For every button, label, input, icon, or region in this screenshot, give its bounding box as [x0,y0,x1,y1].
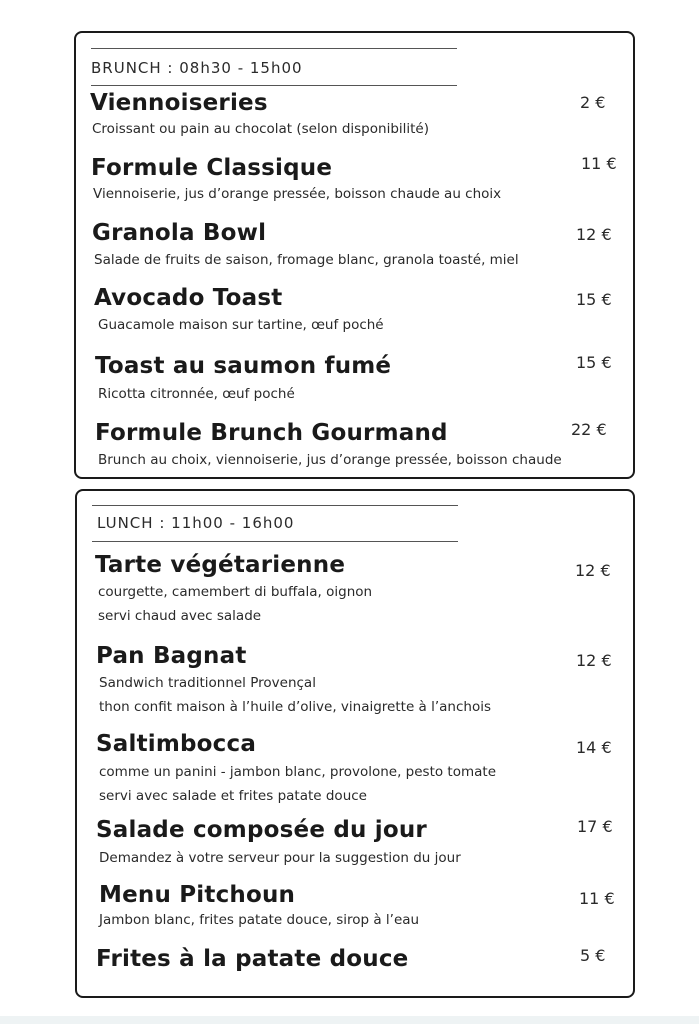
lunch-section-header: LUNCH : 11h00 - 16h00 [97,514,295,532]
menu-item-name: Viennoiseries [90,90,268,116]
menu-item-name: Salade composée du jour [96,817,427,843]
menu-item-name: Toast au saumon fumé [95,353,392,379]
menu-item-price: 14 € [576,738,612,757]
menu-item-name: Saltimbocca [96,731,257,757]
menu-item-price: 12 € [576,651,612,670]
menu-item-name: Formule Brunch Gourmand [95,420,448,446]
lunch-menu-card [75,489,635,998]
menu-item-price: 11 € [579,889,615,908]
menu-item-description: Ricotta citronnée, œuf poché [98,386,295,402]
menu-item-description: Croissant ou pain au chocolat (selon disponibilité) [92,121,430,137]
menu-item-price: 12 € [575,561,611,580]
header-top-rule [92,505,458,506]
menu-item-name: Granola Bowl [92,220,267,246]
menu-item-description: Viennoiserie, jus d’orange pressée, boisson chaude au choix [93,186,502,202]
header-top-rule [91,48,457,49]
brunch-section-header: BRUNCH : 08h30 - 15h00 [91,59,303,77]
menu-item-price: 11 € [581,154,617,173]
menu-item-description: Brunch au choix, viennoiserie, jus d’orange pressée, boisson chaude [98,452,562,468]
menu-item-description: comme un panini - jambon blanc, provolone, pesto tomate [99,764,497,780]
menu-item-price: 12 € [576,225,612,244]
menu-item-price: 22 € [571,420,607,439]
menu-item-name: Tarte végétarienne [95,552,346,578]
menu-item-name: Pan Bagnat [96,643,247,669]
menu-item-name: Formule Classique [91,155,333,181]
menu-item-description: Guacamole maison sur tartine, œuf poché [98,317,384,333]
menu-item-name: Menu Pitchoun [99,882,296,908]
brunch-menu-card [74,31,635,479]
page-bottom-strip [0,1016,699,1024]
menu-item-price: 2 € [580,93,606,112]
menu-item-description: Jambon blanc, frites patate douce, sirop à l’eau [99,912,420,928]
menu-item-price: 15 € [576,353,612,372]
menu-item-price: 17 € [577,817,613,836]
menu-item-price: 15 € [576,290,612,309]
header-bottom-rule [91,85,457,86]
menu-item-name: Avocado Toast [94,285,283,311]
menu-item-name: Frites à la patate douce [96,946,409,972]
menu-item-description: Demandez à votre serveur pour la suggestion du jour [99,850,461,866]
menu-item-description: courgette, camembert di buffala, oignon [98,584,373,600]
menu-item-description: thon confit maison à l’huile d’olive, vinaigrette à l’anchois [99,699,492,715]
menu-item-description: Salade de fruits de saison, fromage blanc, granola toasté, miel [94,252,519,268]
menu-item-description: Sandwich traditionnel Provençal [99,675,316,691]
menu-item-description: servi chaud avec salade [98,608,262,624]
menu-item-description: servi avec salade et frites patate douce [99,788,367,804]
header-bottom-rule [92,541,458,542]
menu-item-price: 5 € [580,946,606,965]
